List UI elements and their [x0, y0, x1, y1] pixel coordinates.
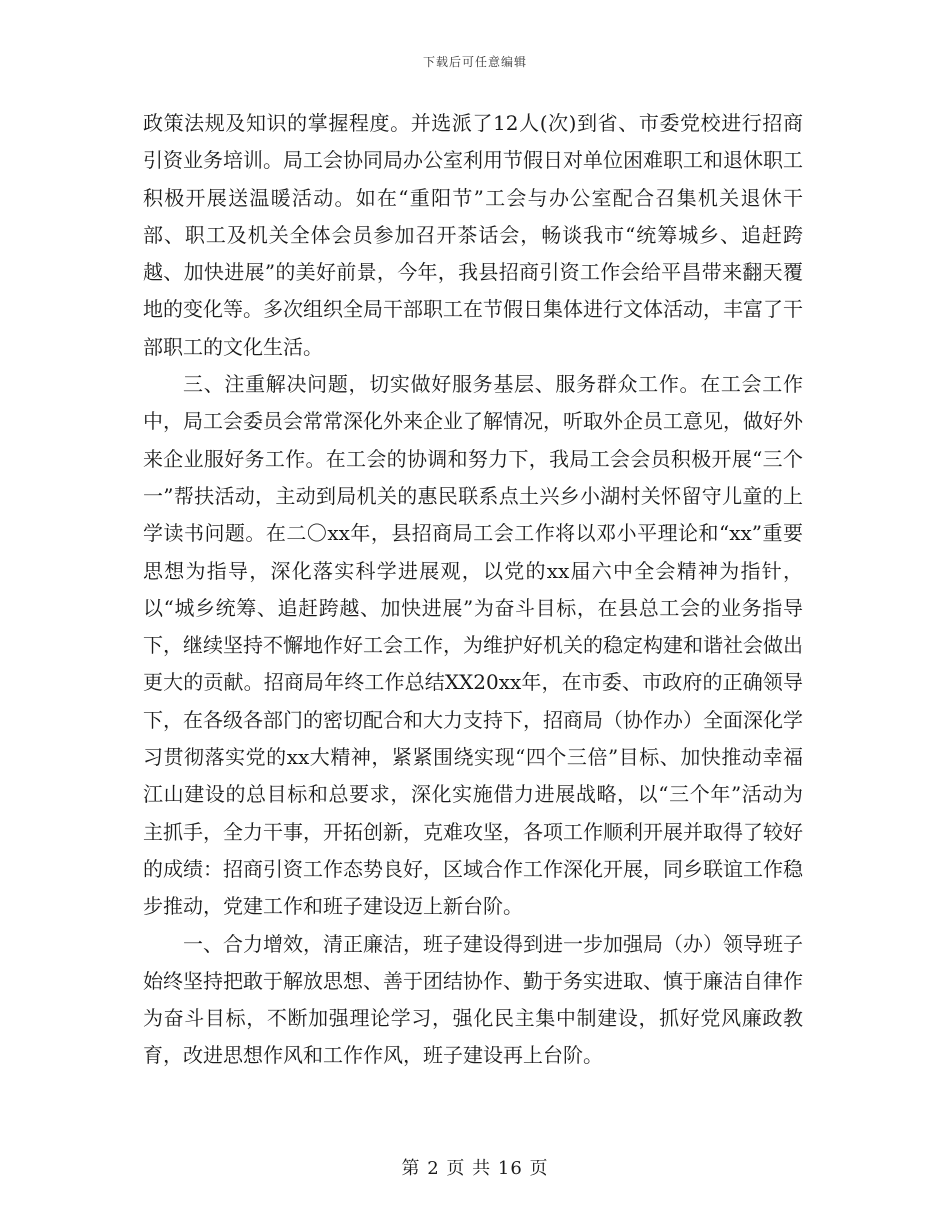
paragraph-section-one: 一、合力增效，清正廉洁，班子建设得到进一步加强局（办）领导班子始终坚持把敢于解放思想、善于团结协作、勤于务实进取、慎于廉洁自律作为奋斗目标，不断加强理论学习，强化民主集中制建设，抓好党风廉政教育，改进思想作风和工作作风，班子建设再上台阶。 [143, 931, 803, 1068]
footer-total-pages: 16 [497, 1158, 523, 1179]
footer-current-page: 2 [427, 1158, 440, 1179]
page-header: 下载后可任意编辑 [422, 55, 527, 69]
footer-suffix: 页 [529, 1158, 549, 1179]
paragraph-section-three: 三、注重解决问题，切实做好服务基层、服务群众工作。在工会工作中，局工会委员会常常深化外来企业了解情况，听取外企员工意见，做好外来企业服好务工作。在工会的协调和努力下，我局工会会员积极开展“三个一”帮扶活动，主动到局机关的惠民联系点土兴乡小湖村关怀留守儿童的上学读书问题。在二〇xx年，县招商局工会工作将以邓小平理论和“xx”重要思想为指导，深化落实科学进展观，以党的xx届六中全会精神为指针，以“城乡统筹、追赶跨越、加快进展”为奋斗目标，在县总工会的业务指导下，继续坚持不懈地作好工会工作，为维护好机关的稳定构建和谐社会做出更大的贡献。招商局年终工作总结XX20xx年，在市委、市政府的正确领导下，在各级各部门的密切配合和大力支持下，招商局（协作办）全面深化学习贯彻落实党的xx大精神，紧紧围绕实现“四个三倍”目标、加快推动幸福江山建设的总目标和总要求，深化实施借力进展战略，以“三个年”活动为主抓手，全力干事，开拓创新，克难攻坚，各项工作顺利开展并取得了较好的成绩：招商引资工作态势良好，区域合作工作深化开展，同乡联谊工作稳步推动，党建工作和班子建设迈上新台阶。 [143, 372, 803, 919]
paragraph-continuation: 政策法规及知识的掌握程度。并选派了12人(次)到省、市委党校进行招商引资业务培训。局工会协同局办公室利用节假日对单位困难职工和退休职工积极开展送温暖活动。如在“重阳节”工会与办公室配合召集机关退休干部、职工及机关全体会员参加召开茶话会，畅谈我市“统筹城乡、追赶跨越、加快进展”的美好前景，今年，我县招商引资工作会给平昌带来翻天覆地的变化等。多次组织全局干部职工在节假日集体进行文体活动，丰富了干部职工的文化生活。 [143, 111, 803, 359]
document-body [143, 105, 803, 1075]
footer-middle: 页 共 [446, 1158, 492, 1179]
page-footer [0, 1154, 950, 1180]
footer-prefix: 第 [401, 1158, 421, 1179]
